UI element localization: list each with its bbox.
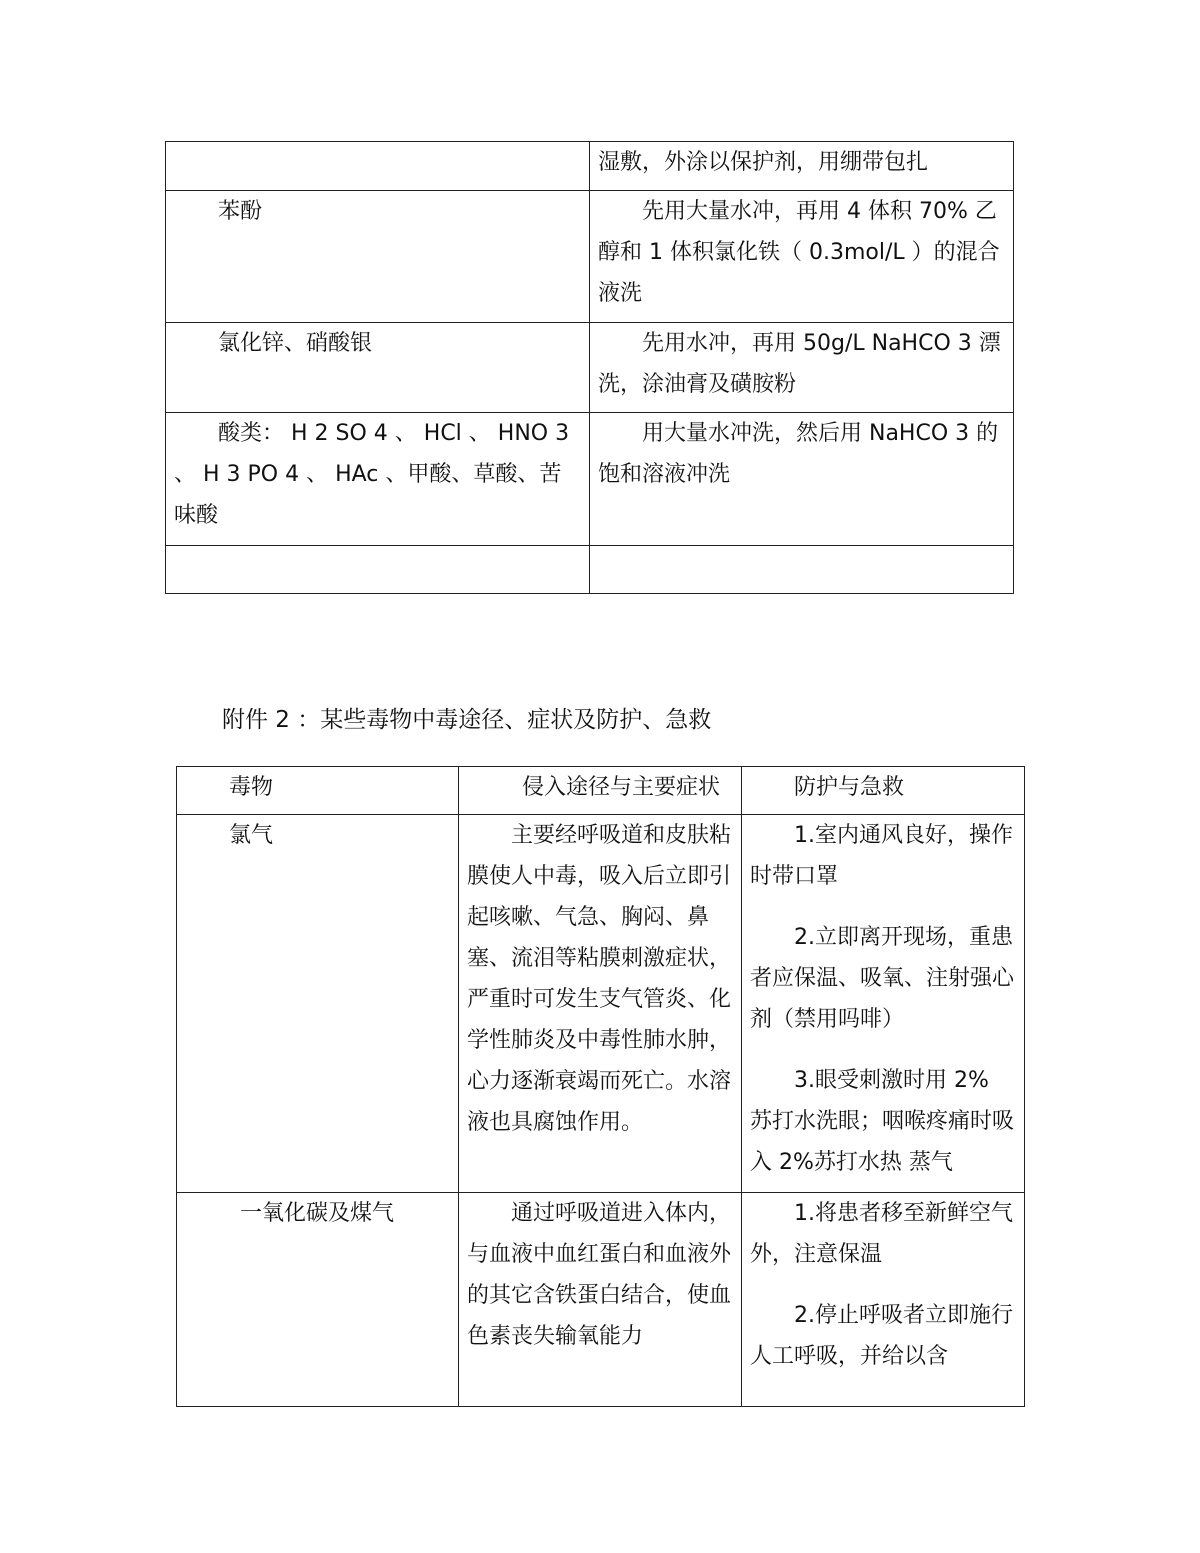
- protection-step: 3.眼受刺激时用 2% 苏打水洗眼；咽喉疼痛时吸入 2%苏打水热 蒸气: [750, 1068, 1015, 1175]
- header-route: 侵入途径与主要症状: [459, 767, 742, 815]
- appendix-title: 附件 2 ：某些毒物中毒途径、症状及防护、急救: [222, 707, 712, 733]
- treatment-cell: 用大量水冲洗，然后用 NaHCO 3 的饱和溶液冲洗: [590, 413, 1014, 546]
- substance-cell: 酸类： H 2 SO 4 、 HCl 、 HNO 3 、 H 3 PO 4 、 HAc 、甲酸、草酸、苦味酸: [166, 413, 590, 546]
- treatment-cell: 湿敷，外涂以保护剂，用绷带包扎: [590, 142, 1014, 191]
- substance-cell: [166, 142, 590, 191]
- treatment-cell: 先用大量水冲，再用 4 体积 70% 乙醇和 1 体积氯化铁（ 0.3mol/L ）的混合液洗: [590, 191, 1014, 323]
- table-row: [166, 142, 1014, 191]
- poison-table: [176, 766, 1025, 1407]
- first-aid-table: [165, 141, 1014, 594]
- substance-cell: 氯化锌、硝酸银: [166, 323, 590, 413]
- poison-cell: 一氧化碳及煤气: [177, 1193, 459, 1407]
- table-row: [177, 1193, 1025, 1407]
- route-cell: 通过呼吸道进入体内，与血液中血红蛋白和血液外的其它含铁蛋白结合，使血色素丧失输氧能力: [459, 1193, 742, 1407]
- route-cell: 主要经呼吸道和皮肤粘膜使人中毒，吸入后立即引起咳嗽、气急、胸闷、鼻塞、流泪等粘膜刺激症状，严重时可发生支气管炎、化学性肺炎及中毒性肺水肿，心力逐渐衰竭而死亡。水溶液也具腐蚀作用。: [459, 815, 742, 1193]
- header-poison: 毒物: [177, 767, 459, 815]
- treatment-cell: 先用水冲，再用 50g/L NaHCO 3 漂洗，涂油膏及磺胺粉: [590, 323, 1014, 413]
- table-header-row: [177, 767, 1025, 815]
- substance-cell: [166, 546, 590, 594]
- protection-step: 2.停止呼吸者立即施行人工呼吸，并给以含: [750, 1303, 1013, 1369]
- table-row: [177, 815, 1025, 1193]
- table-row: [166, 191, 1014, 323]
- table-row: [166, 546, 1014, 594]
- substance-cell: 苯酚: [166, 191, 590, 323]
- protection-step: 2.立即离开现场，重患者应保温、吸氧、注射强心剂（禁用吗啡）: [750, 925, 1015, 1032]
- protection-step: 1.室内通风良好，操作时带口罩: [750, 823, 1013, 889]
- treatment-cell: [590, 546, 1014, 594]
- table-row: [166, 413, 1014, 546]
- poison-cell: 氯气: [177, 815, 459, 1193]
- header-protection: 防护与急救: [742, 767, 1025, 815]
- protection-cell: [742, 1193, 1025, 1407]
- protection-step: 1.将患者移至新鲜空气外，注意保温: [750, 1201, 1013, 1267]
- protection-cell: [742, 815, 1025, 1193]
- table-row: [166, 323, 1014, 413]
